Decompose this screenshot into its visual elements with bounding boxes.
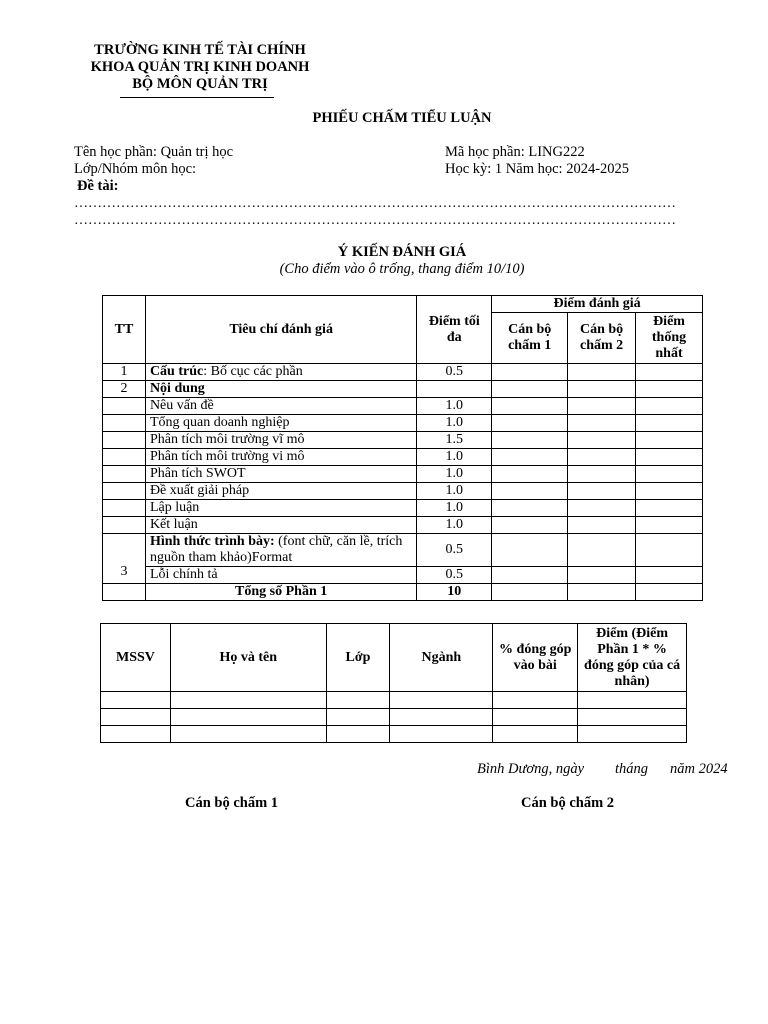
date-place: Bình Dương, ngày xyxy=(477,761,585,777)
score-cell[interactable] xyxy=(636,534,703,567)
score-cell[interactable] xyxy=(568,398,636,415)
score-cell[interactable] xyxy=(492,517,568,534)
criteria-text: Lỗi chính tả xyxy=(149,567,218,582)
score-cell[interactable] xyxy=(636,466,703,483)
row-tt xyxy=(103,500,146,517)
score-cell[interactable] xyxy=(492,364,568,381)
student-row xyxy=(101,726,687,743)
course-code: Mã học phần: LING222 xyxy=(445,144,585,160)
student-cell[interactable] xyxy=(101,709,171,726)
score-cell[interactable] xyxy=(492,466,568,483)
course-name: Tên học phần: Quản trị học xyxy=(74,144,234,160)
grader2-signature-label: Cán bộ chấm 2 xyxy=(521,795,615,811)
header-name: Họ và tên xyxy=(170,624,326,692)
table-row xyxy=(103,364,703,381)
row-tt: 2 xyxy=(103,381,146,398)
score-cell[interactable] xyxy=(492,567,568,584)
row-max-score: 1.0 xyxy=(417,415,492,432)
topic-label: Đề tài: xyxy=(77,178,119,194)
score-cell[interactable] xyxy=(568,534,636,567)
score-cell[interactable] xyxy=(636,584,703,601)
score-cell[interactable] xyxy=(636,398,703,415)
student-cell[interactable] xyxy=(326,726,390,743)
student-cell[interactable] xyxy=(493,692,578,709)
criteria-text: Đề xuất giải pháp xyxy=(149,483,250,498)
header-max: Điểm tối đa xyxy=(417,296,492,364)
header-score: Điểm (Điểm Phần 1 * % đóng góp của cá nhân) xyxy=(578,624,687,692)
row-tt xyxy=(103,466,146,483)
score-cell[interactable] xyxy=(636,449,703,466)
header-contribution: % đóng góp vào bài xyxy=(493,624,578,692)
table-row xyxy=(103,398,703,415)
score-cell[interactable] xyxy=(492,415,568,432)
row-criteria xyxy=(145,466,416,483)
faculty-name: KHOA QUẢN TRỊ KINH DOANH xyxy=(90,59,310,75)
page-title: PHIẾU CHẤM TIỂU LUẬN xyxy=(312,110,492,126)
grade-table xyxy=(102,295,703,601)
score-cell[interactable] xyxy=(492,584,568,601)
student-row xyxy=(101,692,687,709)
row-criteria xyxy=(145,364,416,381)
row-max-score: 1.5 xyxy=(417,432,492,449)
header-score-group: Điểm đánh giá xyxy=(492,296,703,313)
student-cell[interactable] xyxy=(578,726,687,743)
score-cell[interactable] xyxy=(568,584,636,601)
evaluation-subheading: (Cho điểm vào ô trống, thang điểm 10/10) xyxy=(279,261,525,277)
row-max-score: 1.0 xyxy=(417,517,492,534)
table-row xyxy=(103,432,703,449)
evaluation-heading: Ý KIẾN ĐÁNH GIÁ xyxy=(337,244,467,260)
score-cell[interactable] xyxy=(492,483,568,500)
row-max-score: 1.0 xyxy=(417,466,492,483)
topic-dots-line-2: ………………………………………………………………………………………………………………… xyxy=(74,213,676,228)
header-grader1: Cán bộ chấm 1 xyxy=(492,313,568,364)
total-value: 10 xyxy=(417,584,492,601)
student-cell[interactable] xyxy=(578,692,687,709)
row-tt: 3 xyxy=(103,534,146,584)
row-tt xyxy=(103,415,146,432)
score-cell[interactable] xyxy=(568,567,636,584)
score-cell[interactable] xyxy=(492,398,568,415)
score-cell[interactable] xyxy=(636,517,703,534)
total-label: Tổng số Phần 1 xyxy=(145,584,416,601)
topic-dots-line-1: ………………………………………………………………………………………………………………… xyxy=(74,196,676,211)
row-criteria xyxy=(145,449,416,466)
criteria-text: Phân tích SWOT xyxy=(149,466,246,481)
row-tt xyxy=(103,517,146,534)
row-max-score: 0.5 xyxy=(417,534,492,567)
table-row xyxy=(103,449,703,466)
date-year: năm 2024 xyxy=(670,761,728,777)
header-criteria: Tiêu chí đánh giá xyxy=(145,296,416,364)
student-cell[interactable] xyxy=(390,692,493,709)
criteria-title: Nội dung xyxy=(149,381,205,396)
row-tt xyxy=(103,449,146,466)
score-cell[interactable] xyxy=(636,483,703,500)
student-cell[interactable] xyxy=(326,709,390,726)
score-cell[interactable] xyxy=(568,432,636,449)
row-criteria xyxy=(145,517,416,534)
info-left xyxy=(74,144,233,195)
student-cell[interactable] xyxy=(493,726,578,743)
row-criteria xyxy=(145,415,416,432)
row-max-score: 1.0 xyxy=(417,449,492,466)
score-cell[interactable] xyxy=(636,500,703,517)
criteria-text: Nêu vấn đề xyxy=(149,398,214,413)
table-row xyxy=(103,567,703,584)
table-row xyxy=(103,381,703,398)
score-cell[interactable] xyxy=(568,466,636,483)
table-row xyxy=(103,415,703,432)
grader1-signature-label: Cán bộ chấm 1 xyxy=(185,795,279,811)
student-cell[interactable] xyxy=(101,692,171,709)
row-criteria xyxy=(145,398,416,415)
student-cell[interactable] xyxy=(390,709,493,726)
class-group: Lớp/Nhóm môn học: xyxy=(74,161,197,177)
student-cell[interactable] xyxy=(493,709,578,726)
info-right xyxy=(445,144,629,178)
student-cell[interactable] xyxy=(326,692,390,709)
student-cell[interactable] xyxy=(578,709,687,726)
school-header xyxy=(60,42,340,93)
score-cell[interactable] xyxy=(568,449,636,466)
score-cell[interactable] xyxy=(568,381,636,398)
criteria-text: Phân tích môi trường vi mô xyxy=(149,449,305,464)
score-cell[interactable] xyxy=(568,483,636,500)
score-cell[interactable] xyxy=(568,500,636,517)
criteria-text: (font chữ, căn lề, trích nguồn tham khảo)Format xyxy=(149,534,403,565)
total-tt xyxy=(103,584,146,601)
criteria-title: Hình thức trình bày: xyxy=(149,534,275,549)
row-max-score: 1.0 xyxy=(417,398,492,415)
row-criteria xyxy=(145,534,416,567)
table-row xyxy=(103,466,703,483)
header-major: Ngành xyxy=(390,624,493,692)
header-grader2: Cán bộ chấm 2 xyxy=(568,313,636,364)
school-name: TRƯỜNG KINH TẾ TÀI CHÍNH xyxy=(94,42,306,58)
score-cell[interactable] xyxy=(492,449,568,466)
semester: Học kỳ: 1 Năm học: 2024-2025 xyxy=(445,161,630,177)
criteria-text: Phân tích môi trường vĩ mô xyxy=(149,432,305,447)
score-cell[interactable] xyxy=(492,432,568,449)
score-cell[interactable] xyxy=(568,415,636,432)
score-cell[interactable] xyxy=(492,500,568,517)
criteria-title: Cấu trúc xyxy=(149,364,204,379)
criteria-text: : Bố cục các phần xyxy=(203,364,303,379)
student-row xyxy=(101,709,687,726)
student-cell[interactable] xyxy=(170,726,326,743)
row-max-score: 1.0 xyxy=(417,500,492,517)
row-criteria xyxy=(145,483,416,500)
row-max-score: 0.5 xyxy=(417,364,492,381)
row-criteria xyxy=(145,567,416,584)
table-row xyxy=(103,534,703,567)
row-tt: 1 xyxy=(103,364,146,381)
row-tt xyxy=(103,483,146,500)
header-underline xyxy=(120,97,274,98)
header-class: Lớp xyxy=(326,624,390,692)
student-cell[interactable] xyxy=(101,726,171,743)
score-cell[interactable] xyxy=(492,381,568,398)
score-cell[interactable] xyxy=(636,364,703,381)
row-criteria xyxy=(145,381,416,398)
score-cell[interactable] xyxy=(492,534,568,567)
row-criteria xyxy=(145,432,416,449)
score-cell[interactable] xyxy=(636,567,703,584)
criteria-text: Kết luận xyxy=(149,517,198,532)
student-cell[interactable] xyxy=(390,726,493,743)
row-max-score: 1.0 xyxy=(417,483,492,500)
score-cell[interactable] xyxy=(636,432,703,449)
student-table xyxy=(100,623,687,743)
criteria-text: Lập luận xyxy=(149,500,200,515)
row-max-score xyxy=(417,381,492,398)
table-row xyxy=(103,483,703,500)
table-row xyxy=(103,517,703,534)
header-tt: TT xyxy=(103,296,146,364)
score-cell[interactable] xyxy=(636,381,703,398)
header-agreed: Điểm thống nhất xyxy=(636,313,703,364)
row-max-score: 0.5 xyxy=(417,567,492,584)
score-cell[interactable] xyxy=(636,415,703,432)
date-month: tháng xyxy=(615,761,649,777)
student-cell[interactable] xyxy=(170,692,326,709)
score-cell[interactable] xyxy=(568,364,636,381)
header-mssv: MSSV xyxy=(101,624,171,692)
row-tt xyxy=(103,398,146,415)
row-criteria xyxy=(145,500,416,517)
criteria-text: Tổng quan doanh nghiệp xyxy=(149,415,290,430)
department-name: BỘ MÔN QUẢN TRỊ xyxy=(132,76,268,92)
student-cell[interactable] xyxy=(170,709,326,726)
row-tt xyxy=(103,432,146,449)
table-row xyxy=(103,500,703,517)
score-cell[interactable] xyxy=(568,517,636,534)
